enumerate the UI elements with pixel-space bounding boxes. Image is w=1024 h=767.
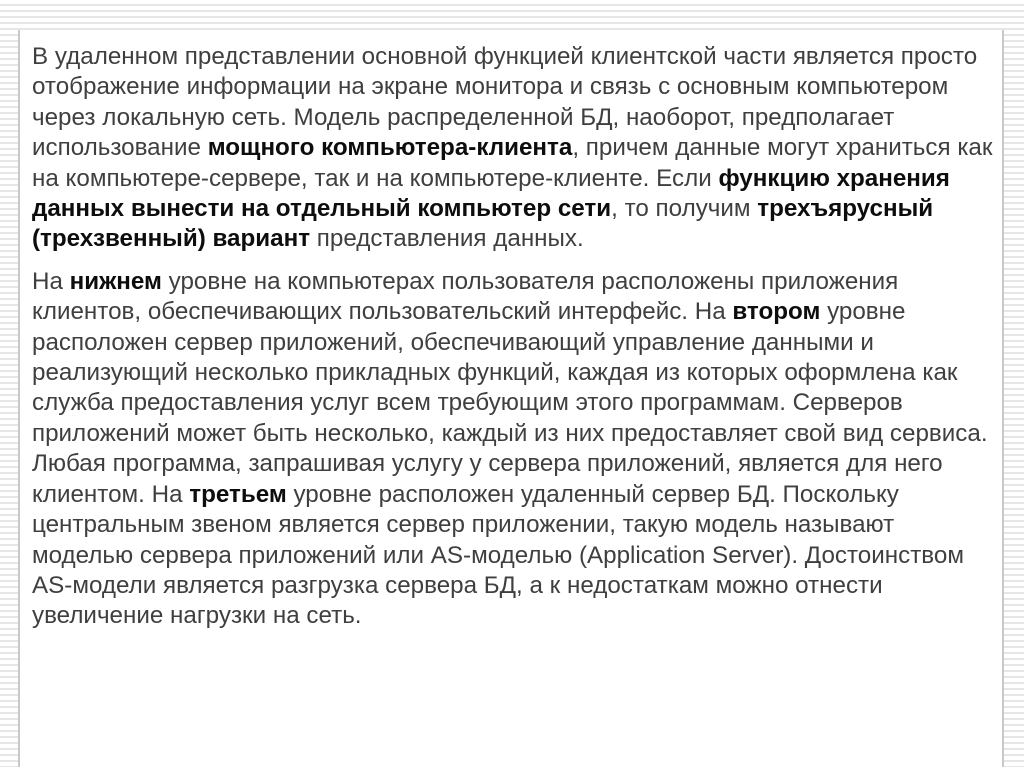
text-segment: уровне расположен сервер приложений, обеспечивающий управление данными и реализующий несколько прикладных функций, каждая из которых оформлена как служба предоставления услуг всем требующим этого программам. Серверов приложений может быть несколько, каждый из них предоставляет свой вид сервиса. Любая программа, запрашивая услугу у сервера приложений, является для него клиентом. На — [32, 298, 988, 508]
emphasis-segment: функцию хранения данных вынести на отдельный компьютер сети — [32, 164, 950, 223]
slide-content — [32, 42, 994, 632]
emphasis-segment: мощного компьютера-клиента — [207, 134, 573, 162]
text-segment: , причем данные могут храниться как на компьютере-сервере, так и на компьютере-клиенте. Если — [32, 134, 993, 192]
text-segment: уровне расположен удаленный сервер БД. Поскольку центральным звеном является сервер приложении, такую модель называют моделью сервера приложений или AS-моделью (Application Server). Достоинством AS-модели является разгрузка сервера БД, а к недостаткам можно отнести увеличение нагрузки на сеть. — [32, 480, 964, 630]
slide-panel — [18, 30, 1004, 767]
emphasis-segment: третьем — [189, 480, 287, 508]
text-segment: уровне на компьютерах пользователя расположены приложения клиентов, обеспечивающих пользовательский интерфейс. На — [32, 267, 899, 326]
emphasis-segment: втором — [732, 298, 821, 326]
text-segment: На — [32, 267, 70, 295]
paragraph-three-tier-levels — [32, 267, 994, 632]
emphasis-segment: нижнем — [69, 267, 162, 295]
text-segment: В удаленном представлении основной функцией клиентской части является просто отображение информации на экране монитора и связь с основным компьютером через локальную сеть. Модель распределенной БД, наоборот, предполагает использование — [32, 43, 978, 162]
text-segment: представления данных. — [310, 225, 584, 253]
paragraph-distributed-models — [32, 42, 994, 255]
emphasis-segment: трехъярусный (трехзвенный) вариант — [32, 195, 934, 253]
text-segment: , то получим — [611, 195, 758, 223]
